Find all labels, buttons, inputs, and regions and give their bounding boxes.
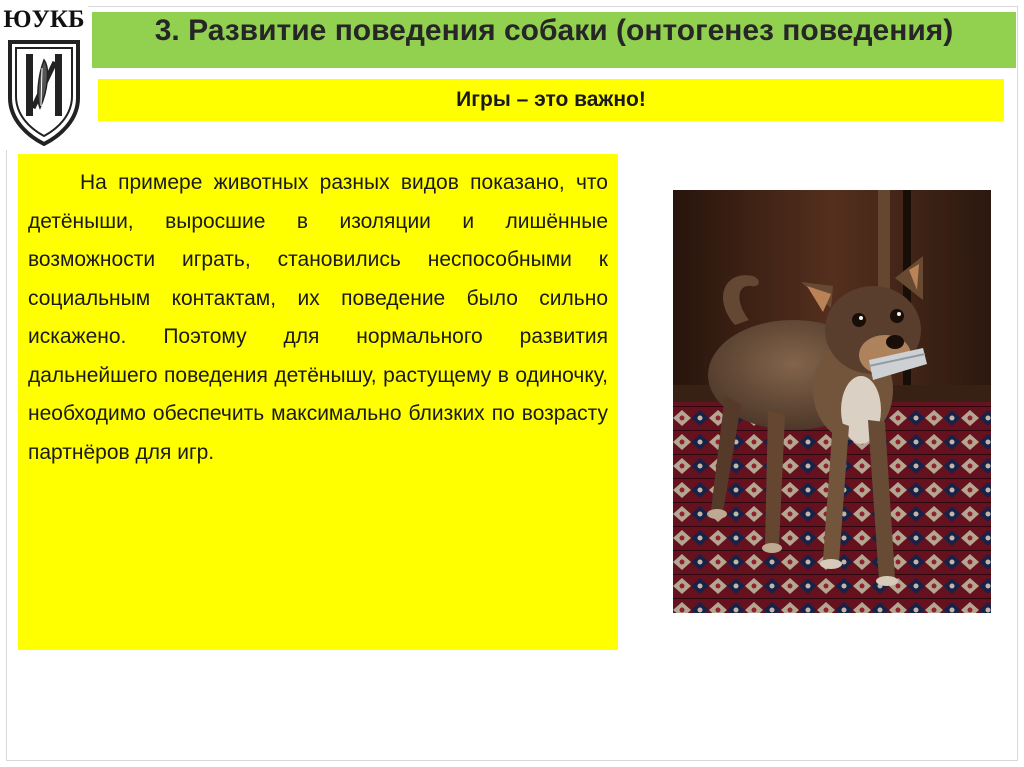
- text-box: [18, 154, 618, 650]
- body-paragraph: На примере животных разных видов показано, что детёныши, выросшие в изоляции и лишённые возможности играть, становились неспособными к социальным контактам, их поведение было сильно искажено. Поэтому для нормального развития дальнейшего поведения детёнышу, растущему в одиночку, необходимо обеспечить максимально близких по возрасту партнёров для игр.: [28, 171, 608, 464]
- university-logo: [0, 0, 88, 150]
- shield-icon: [4, 38, 84, 146]
- logo-text: ЮУКБ: [3, 6, 85, 33]
- dog-photo: [673, 190, 991, 613]
- page-subtitle: Игры – это важно!: [456, 88, 646, 111]
- page-title: 3. Развитие поведения собаки (онтогенез поведения): [154, 14, 954, 47]
